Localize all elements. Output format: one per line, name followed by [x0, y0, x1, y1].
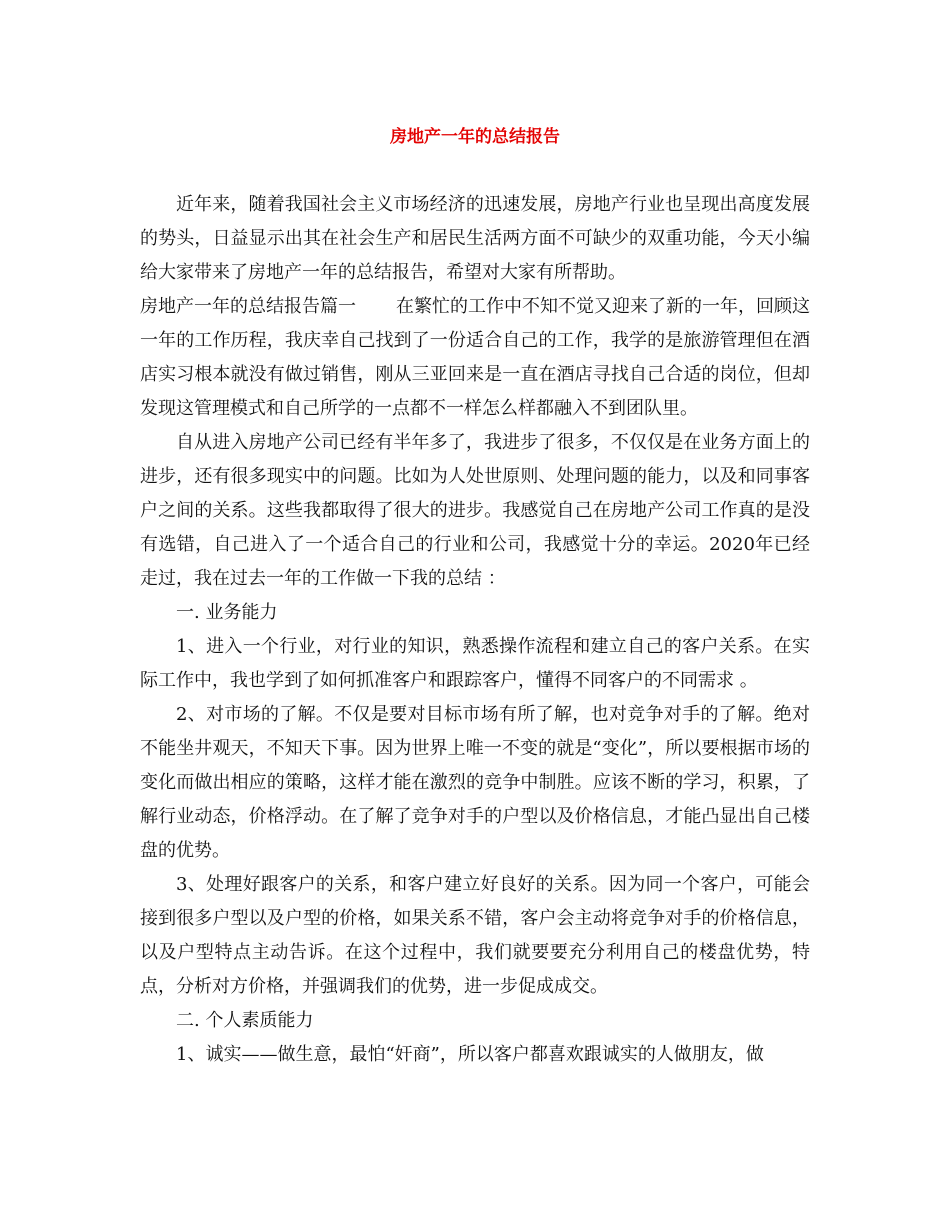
- body-paragraph: 2、对市场的了解。不仅是要对目标市场有所了解，也对竞争对手的了解。绝对不能坐井观天，不知天下事。因为世界上唯一不变的就是“变化”，所以要根据市场的变化而做出相应的策略，这样才能在激烈的竞争中制胜。应该不断的学习，积累，了解行业动态，价格浮动。在了解了竞争对手的户型以及价格信息，才能凸显出自己楼盘的优势。: [140, 704, 810, 861]
- intro-paragraph: 近年来，随着我国社会主义市场经济的迅速发展，房地产行业也呈现出高度发展的势头，日益显示出其在社会生产和居民生活两方面不可缺少的双重功能，今天小编给大家带来了房地产一年的总结报告，希望对大家有所帮助。: [140, 194, 810, 283]
- body-paragraph: 1、诚实——做生意，最怕“奸商”，所以客户都喜欢跟诚实的人做朋友，做: [176, 1044, 764, 1065]
- document-title: 房地产一年的总结报告: [390, 127, 560, 147]
- body-paragraph: 1、进入一个行业，对行业的知识，熟悉操作流程和建立自己的客户关系。在实际工作中，我也学到了如何抓准客户和跟踪客户，懂得不同客户的不同需求 。: [140, 636, 810, 691]
- section-heading: 房地产一年的总结报告篇一: [140, 296, 356, 317]
- subheading-business: 一. 业务能力: [176, 602, 278, 623]
- body-paragraph: 自从进入房地产公司已经有半年多了，我进步了很多，不仅仅是在业务方面上的进步，还有很多现实中的问题。比如为人处世原则、处理问题的能力，以及和同事客户之间的关系。这些我都取得了很大的进步。我感觉自己在房地产公司工作真的是没有选错，自己进入了一个适合自己的行业和公司，我感觉十分的幸运。2020年已经走过，我在过去一年的工作做一下我的总结 ：: [140, 432, 810, 589]
- subheading-personal: 二. 个人素质能力: [176, 1010, 314, 1031]
- section-paragraph: [140, 290, 810, 426]
- body-paragraph: 3、处理好跟客户的关系，和客户建立好良好的关系。因为同一个客户，可能会接到很多户型以及户型的价格，如果关系不错，客户会主动将竞争对手的价格信息，以及户型特点主动告诉。在这个过程中，我们就要要充分利用自己的楼盘优势，特点，分析对方价格，并强调我们的优势，进一步促成成交。: [140, 874, 810, 997]
- document-body: [140, 188, 810, 1072]
- section-intro-text: 在繁忙的工作中不知不觉又迎来了新的一年，回顾这一年的工作历程，我庆幸自己找到了一份适合自己的工作，我学的是旅游管理但在酒店实习根本就没有做过销售，刚从三亚回来是一直在酒店寻找自己合适的岗位，但却发现这管理模式和自己所学的一点都不一样怎么样都融入不到团队里。: [140, 296, 810, 419]
